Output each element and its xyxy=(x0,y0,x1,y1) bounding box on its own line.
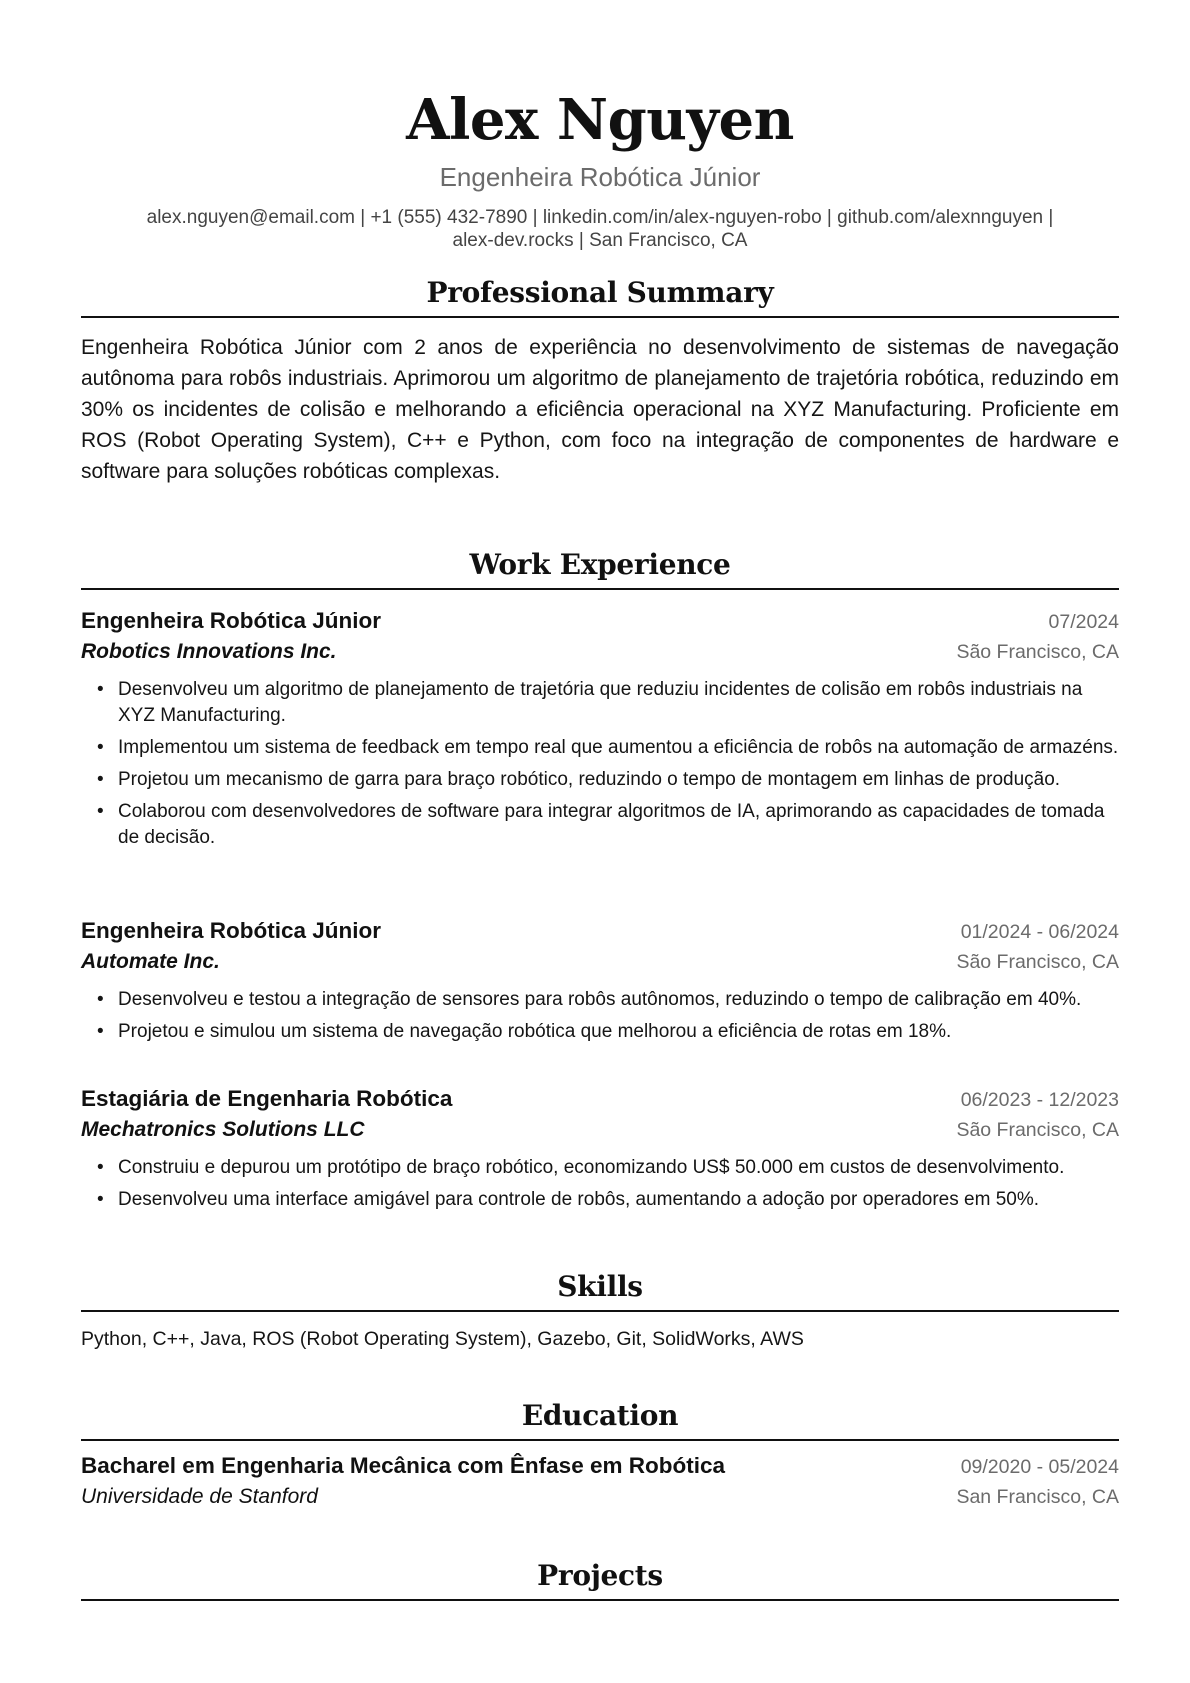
education-heading: Education xyxy=(81,1399,1119,1441)
education-section xyxy=(81,1399,1119,1512)
job-bullets xyxy=(81,987,1119,1045)
job-entry xyxy=(81,606,1119,857)
skills-section xyxy=(81,1270,1119,1352)
job-bullet: • Desenvolveu um algoritmo de planejamento de trajetória que reduziu incidentes de colisão em robôs industriais na XYZ Manufacturing. xyxy=(118,677,1119,729)
summary-section xyxy=(81,276,1119,487)
summary-text: Engenheira Robótica Júnior com 2 anos de experiência no desenvolvimento de sistemas de navegação autônoma para robôs industriais. Aprimorou um algoritmo de planejamento de trajetória robótica, reduzindo em 30% os incidentes de colisão e melhorando a eficiência operacional na XYZ Manufacturing. Proficiente em ROS (Robot Operating System), C++ e Python, com foco na integração de componentes de hardware e software para soluções robóticas complexas. xyxy=(81,336,1119,483)
job-bullet: • Desenvolveu uma interface amigável para controle de robôs, aumentando a adoção por operadores em 50%. xyxy=(118,1187,1119,1213)
summary-heading: Professional Summary xyxy=(81,276,1119,318)
job-dates: 07/2024 xyxy=(1048,611,1119,633)
contact-info xyxy=(81,206,1119,252)
job-entry xyxy=(81,1084,1119,1219)
projects-section xyxy=(81,1559,1119,1601)
job-location: São Francisco, CA xyxy=(956,641,1119,663)
job-location: São Francisco, CA xyxy=(956,951,1119,973)
skills-list: Python, C++, Java, ROS (Robot Operating System), Gazebo, Git, SolidWorks, AWS xyxy=(81,1328,804,1350)
experience-heading: Work Experience xyxy=(81,548,1119,590)
candidate-name: Alex Nguyen xyxy=(406,87,794,153)
job-company: Automate Inc. xyxy=(81,950,220,973)
skills-heading: Skills xyxy=(81,1270,1119,1312)
job-bullet: • Desenvolveu e testou a integração de sensores para robôs autônomos, reduzindo o tempo de calibração em 40%. xyxy=(118,987,1119,1013)
resume-header xyxy=(81,0,1119,252)
education-location: San Francisco, CA xyxy=(956,1486,1119,1508)
job-dates: 01/2024 - 06/2024 xyxy=(960,921,1119,943)
education-dates: 09/2020 - 05/2024 xyxy=(960,1456,1119,1478)
job-company: Robotics Innovations Inc. xyxy=(81,640,337,663)
institution-name: Universidade de Stanford xyxy=(81,1485,318,1508)
job-bullet: • Projetou e simulou um sistema de navegação robótica que melhorou a eficiência de rotas em 18%. xyxy=(118,1019,1119,1045)
job-title: Engenheira Robótica Júnior xyxy=(81,608,382,633)
job-bullet: • Colaborou com desenvolvedores de software para integrar algoritmos de IA, aprimorando as capacidades de tomada de decisão. xyxy=(118,799,1119,851)
candidate-role: Engenheira Robótica Júnior xyxy=(439,162,761,192)
job-bullet: • Projetou um mecanismo de garra para braço robótico, reduzindo o tempo de montagem em linhas de produção. xyxy=(118,767,1119,793)
job-bullet: • Implementou um sistema de feedback em tempo real que aumentou a eficiência de robôs na automação de armazéns. xyxy=(118,735,1119,761)
degree-title: Bacharel em Engenharia Mecânica com Ênfase em Robótica xyxy=(81,1453,725,1478)
job-bullets xyxy=(81,1155,1119,1213)
job-bullet: • Construiu e depurou um protótipo de braço robótico, economizando US$ 50.000 em custos de desenvolvimento. xyxy=(118,1155,1119,1181)
resume-page xyxy=(81,0,1119,1592)
job-location: São Francisco, CA xyxy=(956,1119,1119,1141)
job-bullets xyxy=(81,677,1119,851)
experience-section xyxy=(81,548,1119,590)
contact-line-2: alex-dev.rocks | San Francisco, CA xyxy=(452,230,748,251)
job-company: Mechatronics Solutions LLC xyxy=(81,1118,365,1141)
contact-line-1: alex.nguyen@email.com | +1 (555) 432-7890 | linkedin.com/in/alex-nguyen-robo | github.com/alexnnguyen | xyxy=(146,207,1054,228)
job-title: Estagiária de Engenharia Robótica xyxy=(81,1086,453,1111)
job-title: Engenheira Robótica Júnior xyxy=(81,918,382,943)
job-dates: 06/2023 - 12/2023 xyxy=(960,1089,1119,1111)
projects-heading: Projects xyxy=(81,1559,1119,1601)
job-entry xyxy=(81,916,1119,1051)
